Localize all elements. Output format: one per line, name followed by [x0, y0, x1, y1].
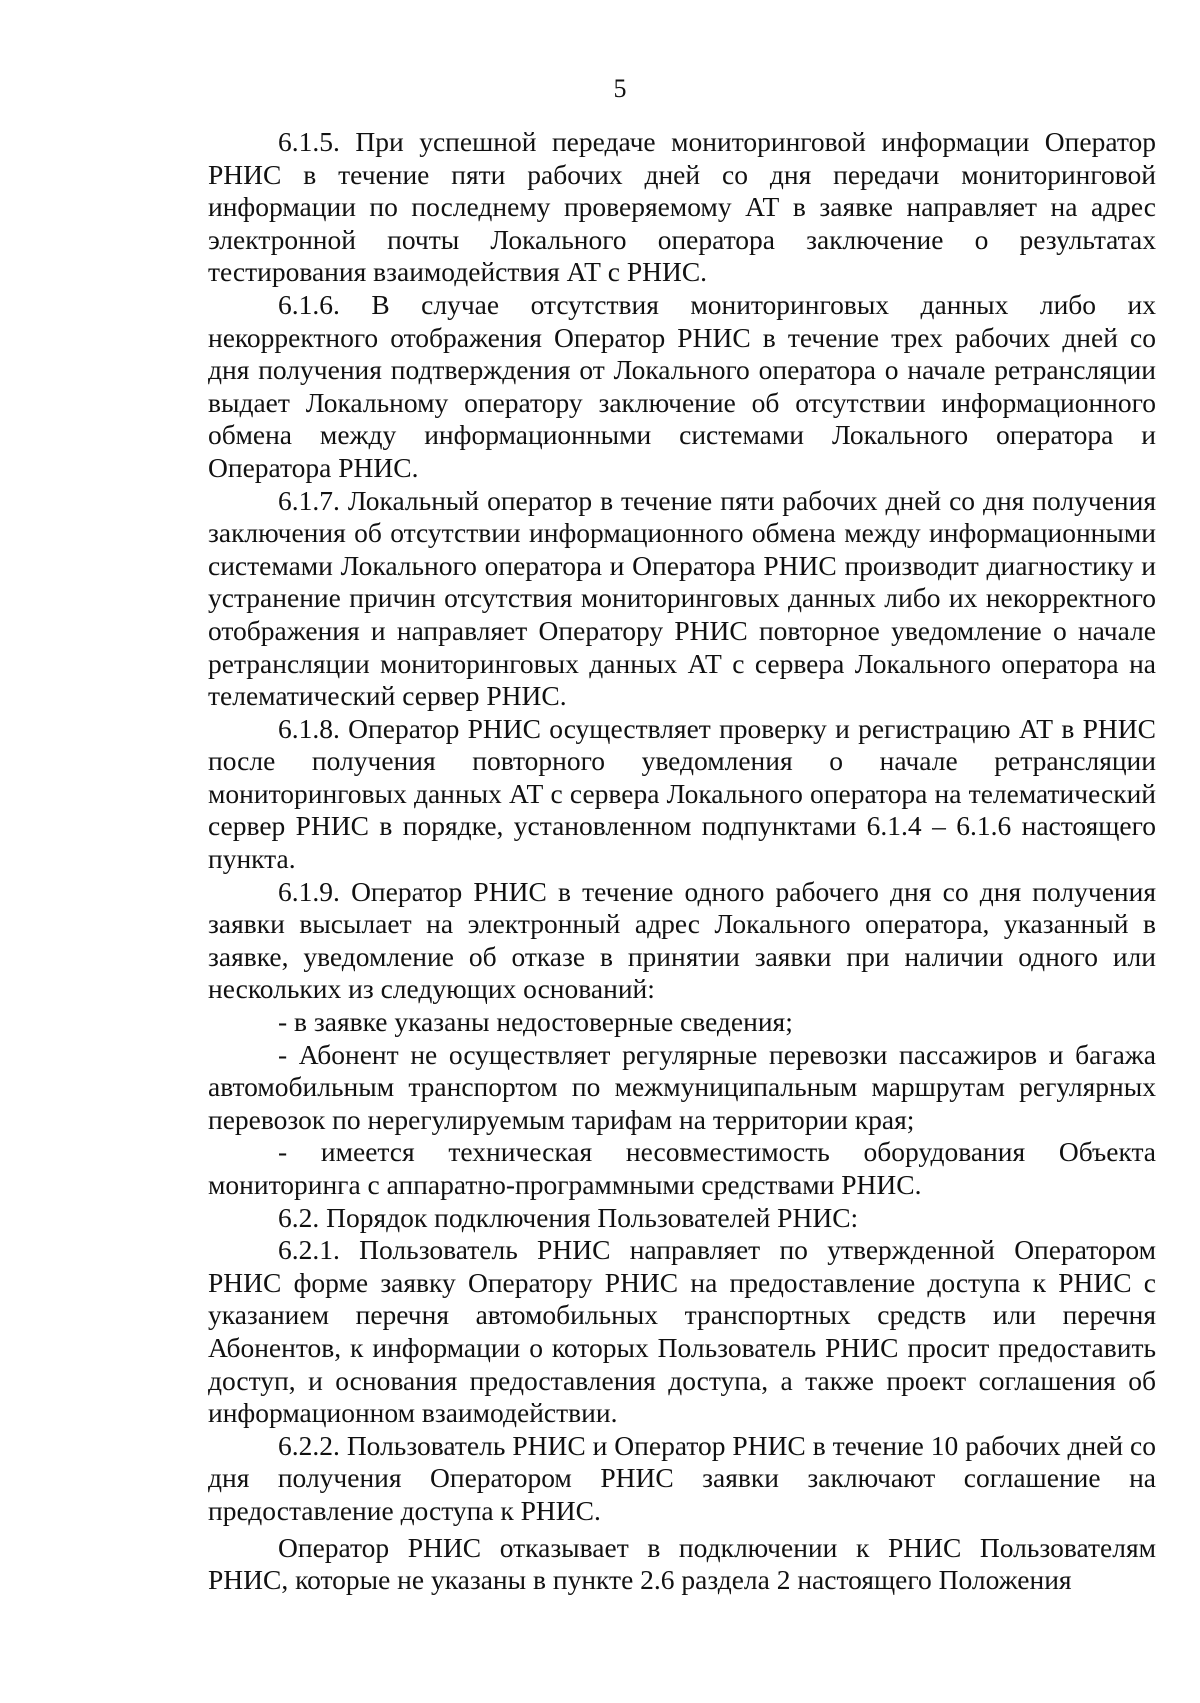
document-body — [208, 126, 1156, 1597]
paragraph-refusal: Оператор РНИС отказывает в подключении к РНИС Пользователям РНИС, которые не указаны в пункте 2.6 раздела 2 настоящего Положения — [208, 1531, 1156, 1596]
list-item-unreliable-info: - в заявке указаны недостоверные сведения; — [278, 1006, 793, 1038]
paragraph-6-1-5: 6.1.5. При успешной передаче мониторинговой информации Оператор РНИС в течение пяти рабочих дней со дня передачи мониторинговой информации по последнему проверяемому АТ в заявке направляет на адрес электронной почты Локального оператора заключение о результатах тестирования взаимодействия АТ с РНИС. — [208, 126, 1156, 288]
section-heading-6-2: 6.2. Порядок подключения Пользователей РНИС: — [278, 1201, 859, 1233]
paragraph-6-2-1: 6.2.1. Пользователь РНИС направляет по утвержденной Оператором РНИС форме заявку Оператору РНИС на предоставление доступа к РНИС с указанием перечня автомобильных транспортных средств или перечня Абонентов, к информации о которых Пользователь РНИС просит предоставить доступ, и основания предоставления доступа, а также проект соглашения об информационном взаимодействии. — [208, 1234, 1156, 1429]
list-item-no-regular-transport: - Абонент не осуществляет регулярные перевозки пассажиров и багажа автомобильным транспортом по межмуниципальным маршрутам регулярных перевозок по нерегулируемым тарифам на территории края; — [208, 1038, 1156, 1135]
paragraph-6-1-6: 6.1.6. В случае отсутствия мониторинговых данных либо их некорректного отображения Оператор РНИС в течение трех рабочих дней со дня получения подтверждения от Локального оператора о начале ретрансляции выдает Локальному оператору заключение об отсутствии информационного обмена между информационными системами Локального оператора и Оператора РНИС. — [208, 288, 1156, 483]
list-item-technical-incompatibility: - имеется техническая несовместимость оборудования Объекта мониторинга с аппаратно-программными средствами РНИС. — [208, 1136, 1156, 1200]
page-number: 5 — [613, 74, 627, 103]
paragraph-6-1-7: 6.1.7. Локальный оператор в течение пяти рабочих дней со дня получения заключения об отсутствии информационного обмена между информационными системами Локального оператора и Оператора РНИС производит диагностику и устранение причин отсутствия мониторинговых данных либо их некорректного отображения и направляет Оператору РНИС повторное уведомление о начале ретрансляции мониторинговых данных АТ с сервера Локального оператора на телематический сервер РНИС. — [208, 484, 1156, 712]
paragraph-6-1-9: 6.1.9. Оператор РНИС в течение одного рабочего дня со дня получения заявки высылает на электронный адрес Локального оператора, указанный в заявке, уведомление об отказе в принятии заявки при наличии одного или нескольких из следующих оснований: — [208, 875, 1156, 1005]
paragraph-6-1-8: 6.1.8. Оператор РНИС осуществляет проверку и регистрацию АТ в РНИС после получения повторного уведомления о начале ретрансляции мониторинговых данных АТ с сервера Локального оператора на телематический сервер РНИС в порядке, установленном подпунктами 6.1.4 – 6.1.6 настоящего пункта. — [208, 712, 1156, 875]
paragraph-6-2-2: 6.2.2. Пользователь РНИС и Оператор РНИС в течение 10 рабочих дней со дня получения Оператором РНИС заявки заключают соглашение на предоставление доступа к РНИС. — [208, 1429, 1156, 1526]
